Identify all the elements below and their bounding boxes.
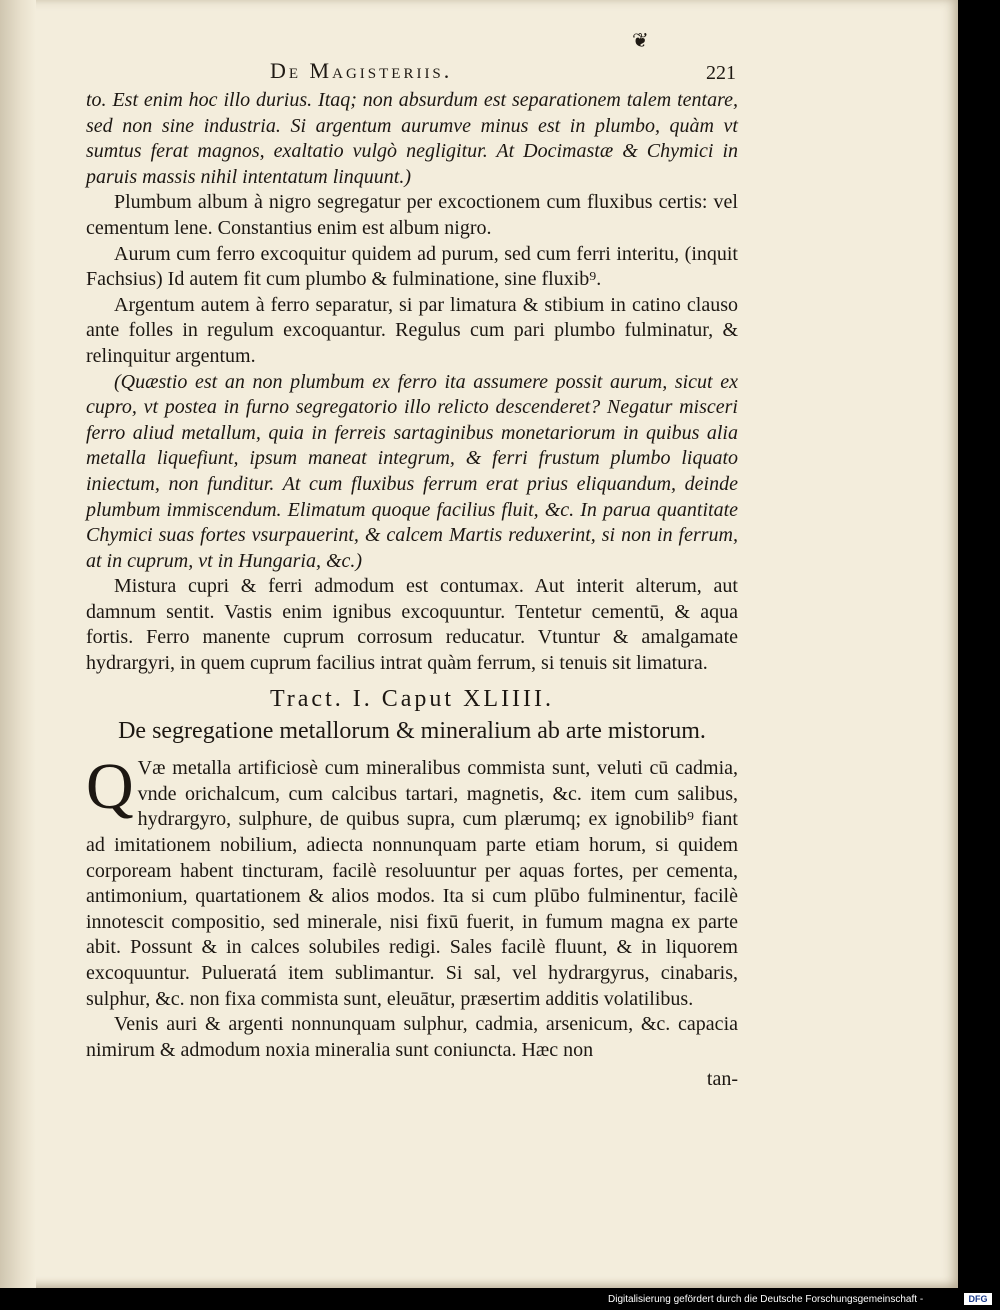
paragraph-argentum: Argentum autem à ferro separatur, si par limatura & stibium in catino clauso ante folles in regulum excoquantur. Regulus cum pari plumbo fulminatur, & relinquitur argentum. bbox=[86, 293, 738, 367]
footer-credit: Digitalisierung gefördert durch die Deutsche Forschungsgemeinschaft - bbox=[608, 1294, 924, 1305]
page-gutter bbox=[0, 0, 36, 1288]
drop-cap: Q bbox=[86, 750, 134, 824]
dfg-logo: DFG bbox=[964, 1293, 992, 1305]
paragraph-quaestio: (Quæstio est an non plumbum ex ferro ita assumere possit aurum, sicut ex cupro, vt postea in furno segregatorio illo relicto descenderet? Negatur misceri ferro aliud metallum, quia in ferreis sartaginibus monetariorum in quibus alia metalla liquefiunt, ipsum maneat integrum, & ferri frustum plumbo liquato iniectum, non funditur. At cum fluxibus ferrum erat prius eliquandum, deinde plumbum immiscendum. Elimatum quoque facilius fluit, &c. In parua quantitate Chymici suas fortes vsurpauerint, & calcem Martis reduxerint, si non in ferrum, at in cuprum, vt in Hungaria, &c.) bbox=[86, 370, 738, 572]
ornament-mark: ❦ bbox=[632, 30, 649, 52]
paragraph-plumbum: Plumbum album à nigro segregatur per excoctionem cum fluxibus certis: vel cementum lene. Constantius enim est album nigro. bbox=[86, 191, 738, 239]
paragraph-aurum: Aurum cum ferro excoquitur quidem ad purum, sed cum ferri interitu, (inquit Fachsius) Id autem fit cum plumbo & fulminatione, sine fluxib⁹. bbox=[86, 242, 738, 291]
paragraph-mistura: Mistura cupri & ferri admodum est contumax. Aut interit alterum, aut damnum sentit. Vastis enim ignibus excoquuntur. Tentetur cementū, & aqua fortis. Ferro manente cuprum corrosum reducatur. Vtuntur & amalgamate hydrargyri, in quem cuprum facilius intrat quàm ferrum, si tenuis sit limatura. bbox=[86, 575, 738, 675]
continuation-paragraph: to. Est enim hoc illo durius. Itaq; non absurdum est separationem talem tentare, sed non sine industria. Si argentum aurumve minus est in plumbo, quàm vt sumtus ferat magnos, exaltatio vulgò negligitur. At Docimastæ & Chymici in paruis massis nihil intentatum linquunt.) bbox=[86, 89, 738, 188]
chapter-title: De segregatione metallorum & mineralium ab arte mistorum. bbox=[118, 718, 706, 745]
page-number: 221 bbox=[706, 62, 736, 84]
catchword: tan- bbox=[706, 1068, 738, 1091]
chapter-second-paragraph: Venis auri & argenti nonnunquam sulphur, cadmia, arsenicum, &c. capacia nimirum & admodum noxia mineralia sunt coniuncta. Hæc non bbox=[86, 1013, 738, 1061]
running-header: De Magisteriis. bbox=[270, 58, 453, 83]
page-body bbox=[86, 88, 738, 1093]
chapter-heading: Tract. I. Caput XLIIII. bbox=[269, 685, 555, 712]
chapter-first-paragraph-text: Væ metalla artificiosè cum mineralibus commista sunt, veluti cū cadmia, vnde orichalcum, cum calcibus tartari, magnetis, &c. item cum salibus, hydrargyro, sulphure, de quibus supra, cum plærumq; ex ignobilib⁹ fiant ad imitationem nobilium, adiecta nonnunquam parte etiam horum, si quidem corpoream habent tincturam, facilè resoluuntur per aquas fortes, per cementa, antimonium, quartationem & alios modos. Ita si cum plūbo fulminentur, facilè innotescit compositio, sed minerale, nisi fixū fuerit, in fumum magna ex parte abit. Possunt & in calces solubiles redigi. Sales facilè fluunt, & in liquorem excoquuntur. Pulueratá item sublimantur. Si sal, vel hydrargyrus, cinabaris, sulphur, &c. non fixa commista sunt, eleuātur, præsertim additis volatilibus. bbox=[86, 757, 738, 1010]
chapter-first-paragraph bbox=[86, 750, 738, 1012]
